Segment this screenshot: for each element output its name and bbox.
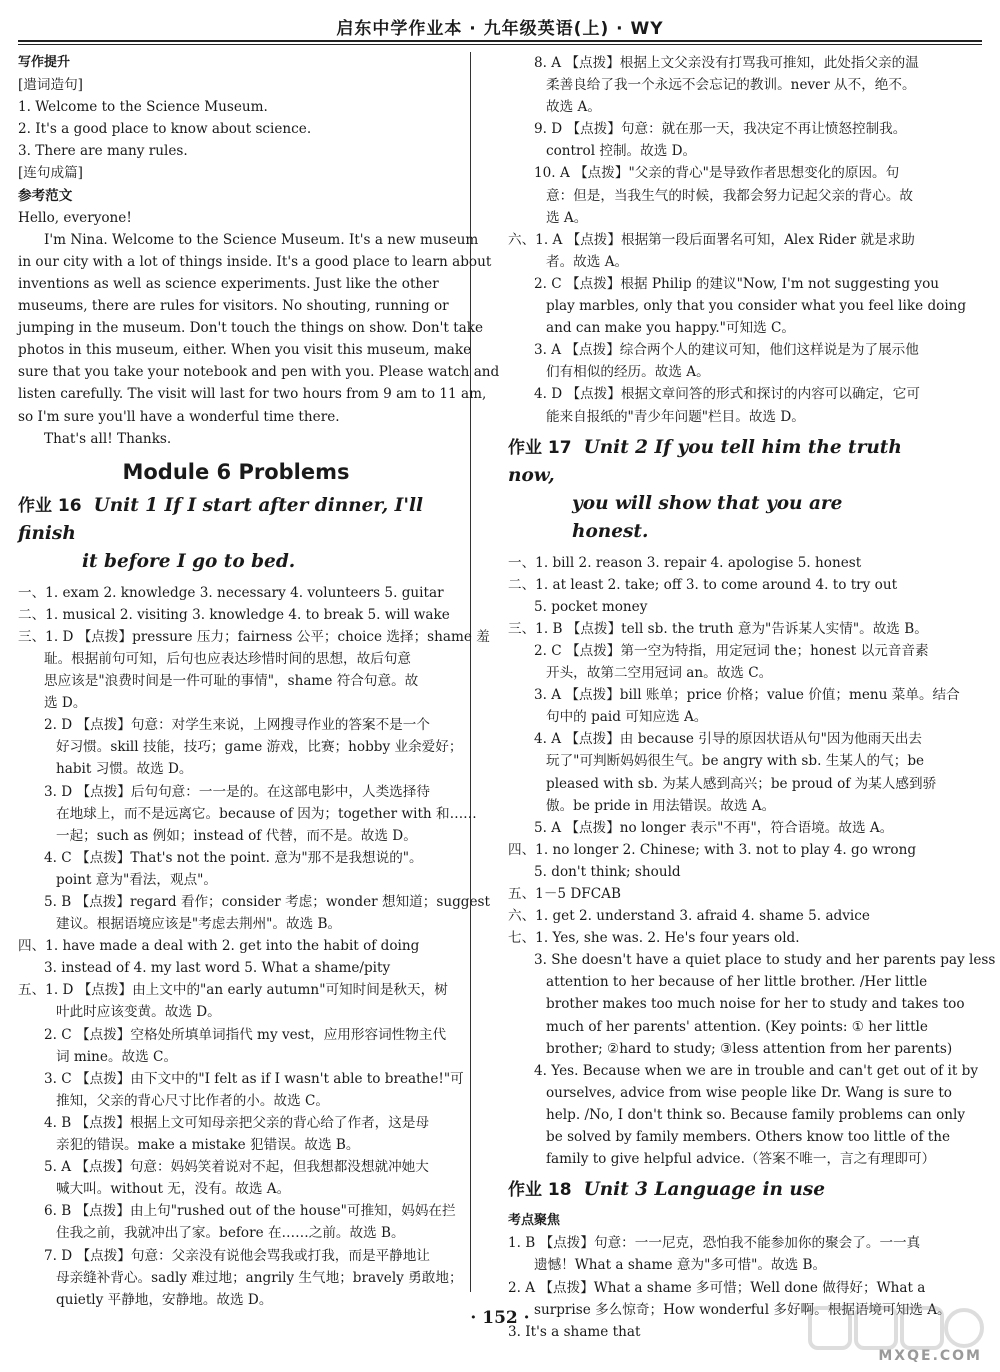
homework-17-answer-line: pleased with sb. 为某人感到高兴；be proud of 为某人感到骄 [546,775,937,792]
right-column [508,52,996,1343]
homework-16-answer-line: 词 mine。故选 C。 [56,1048,178,1065]
left-text-line: 参考范文 [18,187,73,204]
right-text-line: 柔善良给了我一个永远不会忘记的教训。never 从不，绝不。 [546,77,916,94]
right-text-line: 10. A 【点拨】"父亲的背心"是导致作者思想变化的原因。句 [534,165,900,182]
left-text-line: so I'm sure you'll have a wonderful time there. [18,408,340,425]
header-rule-thin [18,44,982,45]
left-column [18,52,500,1311]
homework-16-answer-line: point 意为"看法，观点"。 [56,871,218,888]
homework-17-answer-line: 句中的 paid 可知应选 A。 [546,709,708,726]
homework-16-answer-line: 3. instead of 4. my last word 5. What a shame/pity [44,960,391,977]
homework-18-answer-line: 2. A 【点拨】What a shame 多可惜；Well done 做得好；What a [508,1279,926,1296]
left-text-line: Hello, everyone! [18,209,132,226]
homework-16-answer-line: 喊大叫。without 无，没有。故选 A。 [56,1181,291,1198]
homework-17-answer-line: much of her parents' attention. (Key points: ① her little [546,1018,928,1035]
homework-18-answer-line: 遗憾！What a shame 意为"多可惜"。故选 B。 [534,1257,827,1274]
homework-16-answer-line: 耻。根据前句可知，后句也应表达珍惜时间的思想，故后句意 [44,650,412,667]
homework-17-answer-line: 2. C 【点拨】第一空为特指，用定冠词 the；honest 以元音音素 [534,642,929,659]
homework-18-answer-line: 3. It's a shame that [508,1323,641,1340]
homework-17-answer-line: 4. Yes. Because when we are in trouble and can't get out of it by [534,1062,978,1079]
left-text-line: 1. Welcome to the Science Museum. [18,99,268,116]
homework-16-answer-line: 二、1. musical 2. visiting 3. knowledge 4. to break 5. will wake [18,606,450,623]
homework-17-answer-line: 3. She doesn't have a quiet place to study and her parents pay less [534,952,996,969]
right-text-line: 3. A 【点拨】综合两个人的建议可知，他们这样说是为了展示他 [534,342,919,359]
left-text-line: 写作提升 [18,55,71,70]
homework-17-answer-line: 四、1. no longer 2. Chinese; with 3. not to play 4. go wrong [508,841,917,858]
homework-18-heading [508,1176,916,1204]
homework-16-answer-line: 2. C 【点拨】空格处所填单词指代 my vest，应用形容词性物主代 [44,1026,447,1043]
homework-16-answer-line: 5. B 【点拨】regard 看作；consider 考虑；wonder 想知道；suggest [44,894,490,910]
homework-18-answer-line: 考点聚焦 [508,1213,561,1229]
right-text-line: 六、1. A 【点拨】根据第一段后面署名可知，Alex Rider 就是求助 [508,231,915,248]
homework-17-answer-line: 五、1－5 DFCAB [508,886,621,902]
homework-18-answer-line: surprise 多么惊奇；How wonderful 多好啊。根据语境可知选 A。 [534,1301,951,1318]
homework-16-answer-line: 7. D 【点拨】句意：父亲没有说他会骂我或打我，而是平静地让 [44,1247,430,1264]
right-text-line: 故选 A。 [546,99,601,116]
homework-16-answer-line: 母亲缝补背心。sadly 难过地；angrily 生气地；bravely 勇敢地； [56,1269,463,1286]
homework-16-answer-line: 6. B 【点拨】由上句"rushed out of the house"可推知，妈妈在拦 [44,1203,456,1220]
left-text-line: photos in this museum, either. When you visit this museum, make [18,342,472,359]
right-text-line: 们有相似的经历。故选 A。 [546,364,710,381]
homework-17-answer-line: 开头，故第二空用冠词 an。故选 C。 [546,665,773,682]
homework-17-tag: 作业 17 [508,437,572,458]
right-text-line: play marbles, only that you consider what you feel like doing [546,298,967,315]
homework-17-answer-line: attention to her because of her little brother. /Her little [546,974,928,991]
homework-17-answer-line: 玩了"可判断妈妈很生气。be angry with sb. 生某人的气；be [546,753,925,770]
homework-17-title-line2: you will show that you are honest. [572,492,843,542]
left-text-line: listen carefully. The visit will last for two hours from 9 am to 11 am, [18,386,487,403]
homework-16-answer-line: 在地球上，而不是远离它。because of 因为；together with 和…… [56,805,477,822]
homework-18-answer-line: 1. B 【点拨】句意：一一尼克，恐怕我不能参加你的聚会了。一一真 [508,1235,921,1252]
left-text-line: in our city with a lot of things inside. It's a good place to learn about [18,253,492,270]
homework-17-answer-line: 三、1. B 【点拨】tell sb. the truth 意为"告诉某人实情"。故选 B。 [508,620,928,637]
homework-17-answer-line: 一、1. bill 2. reason 3. repair 4. apologise 5. honest [508,554,862,571]
homework-16-title-line2: it before I go to bed. [82,550,296,572]
homework-17-answer-line: 5. pocket money [534,598,648,615]
homework-18-tag: 作业 18 [508,1180,572,1201]
homework-17-answer-line: 3. A 【点拨】bill 账单；price 价格；value 价值；menu 菜单。结合 [534,687,960,704]
right-text-line: 8. A 【点拨】根据上文父亲没有打骂我可推知，此处指父亲的温 [534,55,919,71]
homework-16-answer-line: 一、1. exam 2. knowledge 3. necessary 4. volunteers 5. guitar [18,584,444,601]
left-text-line: inventions as well as science experiments. Just like the other [18,275,439,292]
homework-17-answer-line: 5. A 【点拨】no longer 表示"不再"，符合语境。故选 A。 [534,819,894,836]
homework-16-answer-line: 思应该是"浪费时间是一件可耻的事情"，shame 符合句意。故 [44,673,419,690]
header-rule [18,40,982,42]
homework-16-answer-line: 4. C 【点拨】That's not the point. 意为"那不是我想说的"。 [44,849,423,866]
homework-17-answer-line: 5. don't think; should [534,863,681,880]
homework-16-answer-line: 三、1. D 【点拨】pressure 压力；fairness 公平；choice 选择；shame 羞 [18,628,490,645]
left-text-line: 2. It's a good place to know about science. [18,121,312,138]
left-text-line: museums, there are rules for visitors. No shouting, running or [18,298,449,315]
homework-16-answer-line: 五、1. D 【点拨】由上文中的"an early autumn"可知时间是秋天，树 [18,982,448,999]
right-text-line: 意：但是，当我生气的时候，我都会努力记起父亲的背心。故 [546,187,914,204]
right-text-line: and can make you happy."可知选 C。 [546,320,796,337]
homework-16-answer-line: 一起；such as 例如；instead of 代替，而不是。故选 D。 [56,827,417,844]
homework-17-answer-line: brother; ②hard to study; ③less attention from her parents) [546,1040,953,1057]
homework-16-answer-line: 推知，父亲的背心尺寸比作者的小。故选 C。 [56,1092,330,1109]
page-number: · 152 · [470,1308,530,1328]
homework-17-answer-line: family to give helpful advice.（答案不唯一，言之有理即可） [546,1151,936,1168]
right-text-line: 4. D 【点拨】根据文章问答的形式和探讨的内容可以确定，它可 [534,386,920,403]
right-text-line: 者。故选 A。 [546,253,629,270]
right-text-line: 2. C 【点拨】根据 Philip 的建议"Now, I'm not suggesting you [534,275,940,292]
homework-18-title: Unit 3 Language in use [583,1179,826,1201]
homework-16-answer-line: 叶此时应该变黄。故选 D。 [56,1004,221,1021]
left-text-line: jumping in the museum. Don't touch the things on show. Don't take [18,320,484,337]
homework-16-answer-line: 3. D 【点拨】后句句意：一一是的。在这部电影中，人类选择待 [44,783,430,800]
homework-16-answer-line: 2. D 【点拨】句意：对学生来说，上网搜寻作业的答案不是一个 [44,717,430,734]
left-text-line: I'm Nina. Welcome to the Science Museum. It's a new museum [44,231,479,248]
homework-16-answer-line: 3. C 【点拨】由下文中的"I felt as if I wasn't able to breathe!"可 [44,1070,464,1087]
homework-17-answer-line: 二、1. at least 2. take; off 3. to come around 4. to try out [508,576,898,593]
homework-17-title-line1: Unit 2 If you tell him the truth now, [508,436,902,486]
homework-16-answer-line: 好习惯。skill 技能，技巧；game 游戏，比赛；hobby 业余爱好； [56,739,463,756]
homework-16-answer-line: 5. A 【点拨】句意：妈妈笑着说对不起，但我想都没想就冲她大 [44,1159,429,1176]
left-text-line: That's all! Thanks. [44,430,172,447]
homework-17-answer-line: 4. A 【点拨】由 because 引导的原因状语从句"因为他雨天出去 [534,731,923,748]
homework-16-answer-line: 住我之前，我就冲出了家。before 在……之前。故选 B。 [56,1225,405,1242]
right-text-line: 9. D 【点拨】句意：就在那一天，我决定不再让愤怒控制我。 [534,121,907,138]
homework-17-answer-line: be solved by family members. Others know too little of the [546,1129,951,1146]
homework-17-answer-line: brother makes too much noise for her to study and takes too [546,996,965,1013]
homework-17-answer-line: 六、1. get 2. understand 3. afraid 4. shame 5. advice [508,908,870,925]
right-text-line: 能来自报纸的"青少年问题"栏目。故选 D。 [546,408,805,425]
module-title: Module 6 Problems [122,459,350,484]
homework-16-answer-line: 四、1. have made a deal with 2. get into the habit of doing [18,938,420,955]
header-title: 启东中学作业本 · 九年级英语(上) · WY [336,19,664,39]
homework-16-tag: 作业 16 [18,495,82,516]
right-text-line: control 控制。故选 D。 [546,143,697,160]
homework-17-answer-line: 七、1. Yes, she was. 2. He's four years old. [508,930,800,947]
homework-16-heading [18,492,454,548]
homework-16-answer-line: 选 D。 [44,695,87,712]
homework-17-heading [508,434,916,490]
left-text-line: [遣词造句] [18,77,83,94]
homework-16-answer-line: 建议。根据语境应该是"考虑去荆州"。故选 B。 [56,916,342,933]
homework-16-answer-line: 亲犯的错误。make a mistake 犯错误。故选 B。 [56,1137,360,1154]
homework-16-answer-line: 4. B 【点拨】根据上文可知母亲把父亲的背心给了作者，这是母 [44,1114,430,1131]
homework-17-answer-line: help. /No, I don't think so. Because family problems can only [546,1106,966,1123]
left-text-line: sure that you take your notebook and pen with you. Please watch and [18,364,500,381]
homework-16-answer-line: habit 习惯。故选 D。 [56,761,193,778]
right-text-line: 选 A。 [546,209,588,226]
homework-17-answer-line: ourselves, advice from wise people like Dr. Wang is sure to [546,1084,952,1101]
left-text-line: 3. There are many rules. [18,143,188,160]
homework-16-answer-line: quietly 平静地，安静地。故选 D。 [56,1291,273,1308]
left-text-line: [连句成篇] [18,165,83,182]
homework-16-title-line1: Unit 1 If I start after dinner, I'll finish [18,494,424,544]
homework-17-answer-line: 傲。be pride in 用法错误。故选 A。 [546,797,776,814]
page-header [0,0,1000,48]
watermark-text: MXQE.COM [878,1348,982,1364]
